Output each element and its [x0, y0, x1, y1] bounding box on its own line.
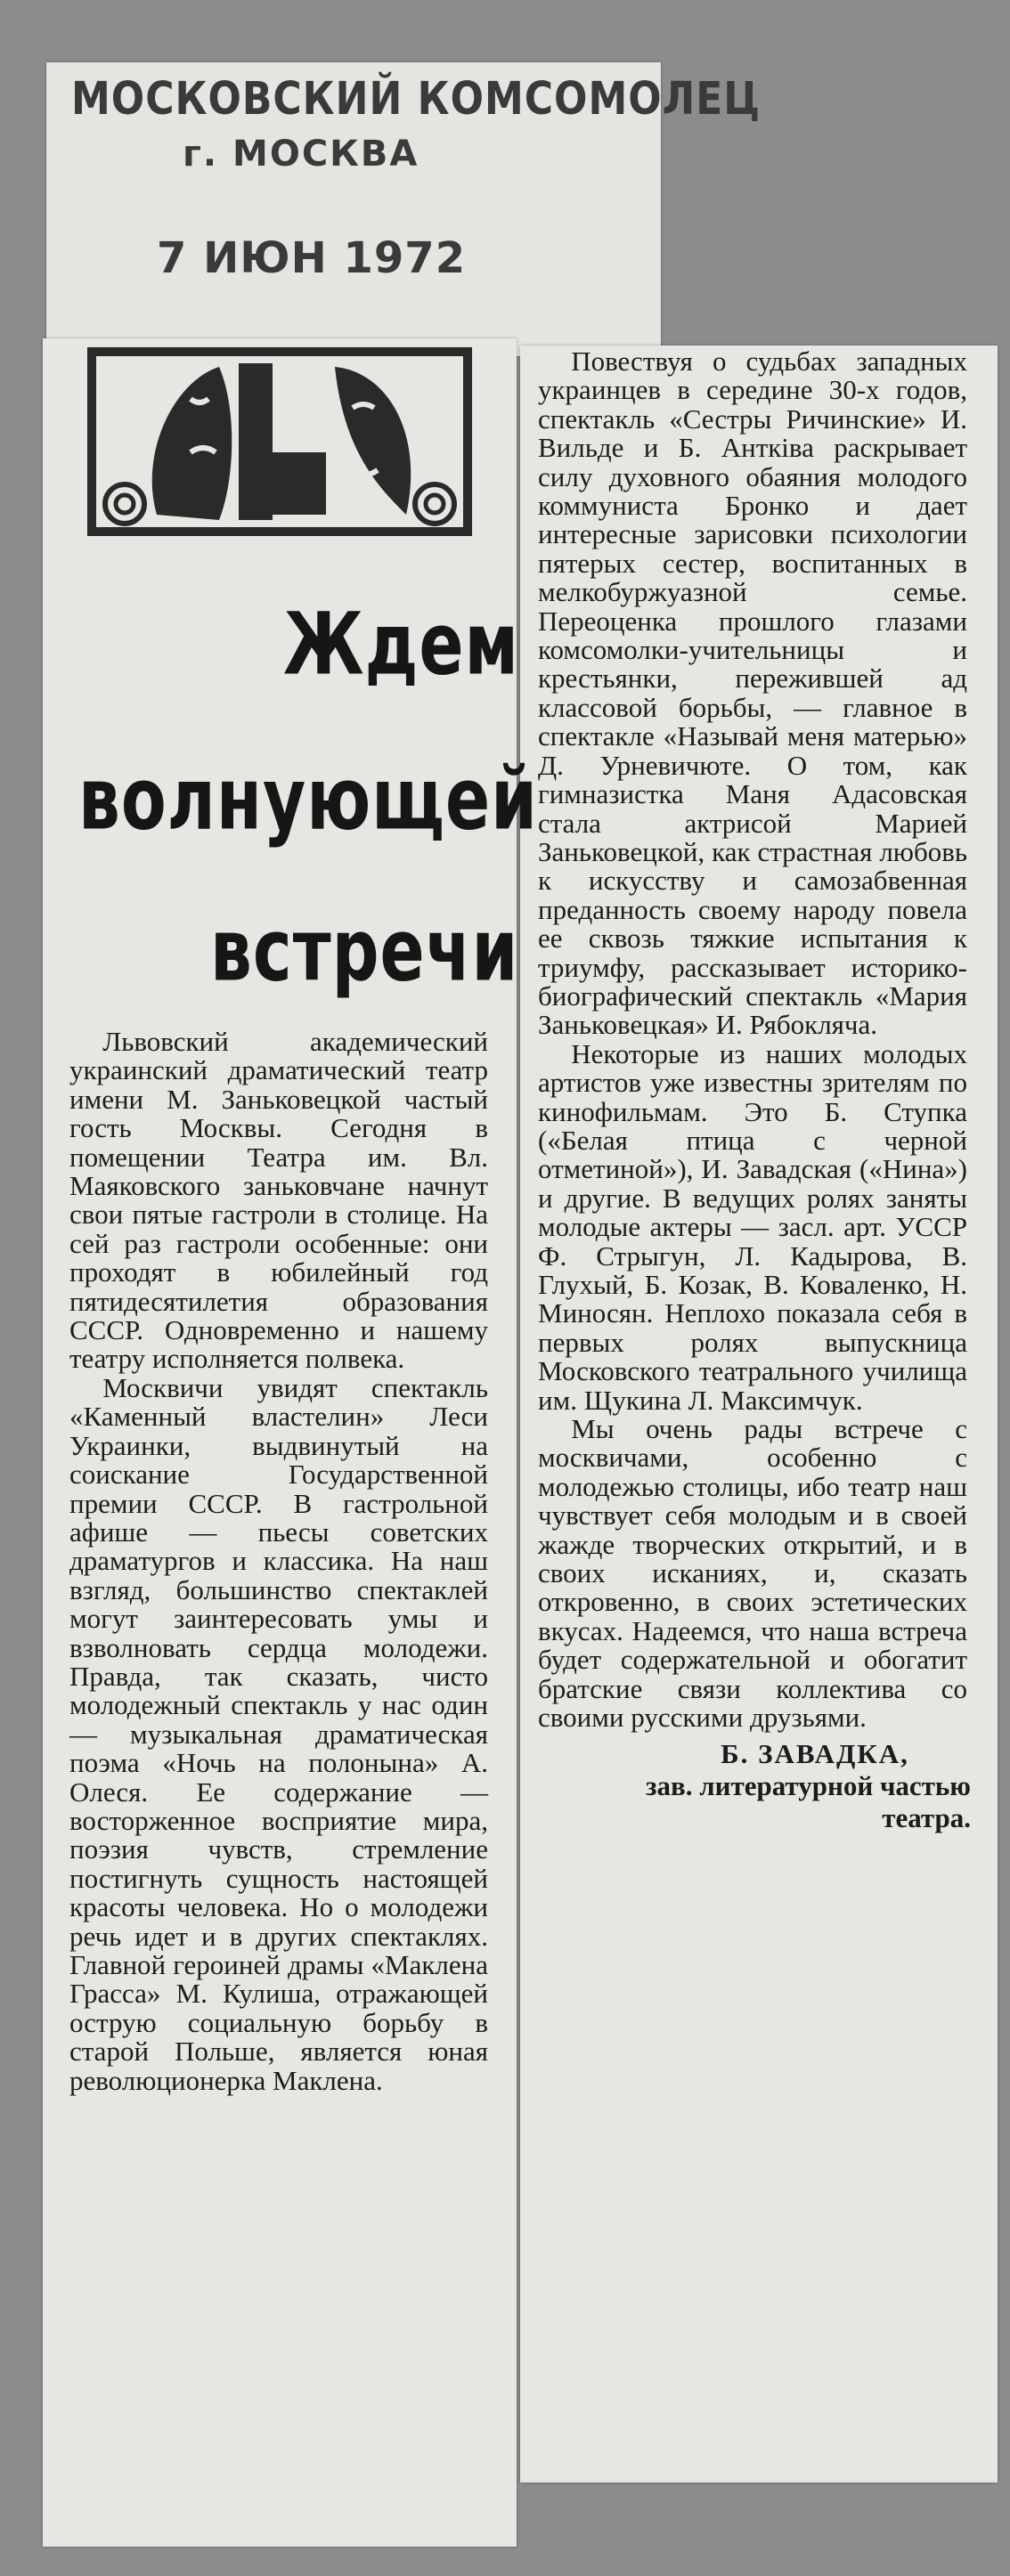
paragraph: Повествуя о судьбах западных украинцев в середине 30-х годов, спектакль «Сестры Ричинские» И. Вильде и Б. Антківа раскрывает силу духовного обаяния молодого коммуниста Бронко и дает интересные зарисовки психологии пятерых сестер, воспитанных в мелкобуржуазной семье. Переоценка прошлого глазами комсомолки-учительницы и крестьянки, пережившей ад классовой борьбы, — главное в спектакле «Называй меня матерью» Д. Урневичюте. О том, как гимназистка Маня Адасовская стала актрисой Марией Заньковецкой, как страстная любовь к искусству и самозабвенная преданность своему народу повела ее сквозь тяжкие испытания к триумфу, рассказывает историко-биографический спектакль «Мария Заньковецкая» И. Рябокляча.: [538, 345, 967, 1041]
author-name: Б. ЗАВАДКА,: [721, 1738, 909, 1769]
article-left-text: [69, 1028, 488, 2095]
theatre-masks-logo: [86, 345, 474, 538]
paragraph: Москвичи увидят спектакль «Каменный властелин» Леси Украинки, выдвинутый на соискание Государственной премии СССР. В гастрольной афише — пьесы советских драматургов и классика. На наш взгляд, большинство спектаклей могут заинтересовать умы и взволновать сердца молодежи. Правда, так сказать, чисто молодежный спектакль у нас один — музыкальная драматическая поэма «Ночь на полонына» А. Олеся. Ее содержание — восторженное восприятие мира, поэзия чувств, стремление постигнуть сущность настоящей красоты человека. Но о молодежи речь идет и в других спектаклях. Главной героиней драмы «Маклена Грасса» М. Кулиша, отражающей острую социальную борьбу в старой Польше, является юная революционерка Маклена.: [69, 1371, 488, 2096]
paragraph: Львовский академический украинский драматический театр имени М. Заньковецкой частый гость Москвы. Сегодня в помещении Театра им. Вл. Маяковского заньковчане начнут свои пятые гастроли в столице. На сей раз гастроли особенные: они проходят в юбилейный год пятидесятилетия образования СССР. Одновременно и нашему театру исполняется полвека.: [69, 1026, 488, 1375]
headline-line-3: встречи: [210, 901, 519, 1001]
paragraph: Некоторые из наших молодых артистов уже известны зрителям по кинофильмам. Это Б. Ступка («Белая птица с черной отметиной»), И. Завадская («Нина») и другие. В ведущих ролях заняты молодые актеры — засл. арт. УССР Ф. Стрыгун, Л. Кадырова, В. Глухый, Б. Козак, В. Коваленко, Н. Миносян. Неплохо показала себя в первых ролях выпускница Московского театрального училища им. Щукина Л. Максимчук.: [538, 1037, 967, 1416]
newspaper-stamp: МОСКОВСКИЙ КОМСОМОЛЕЦ: [71, 73, 762, 126]
city-stamp: г. МОСКВА: [183, 134, 419, 175]
author-signature: [552, 1738, 971, 1834]
article-right-text: [538, 347, 967, 1733]
headline-line-1: Ждем: [283, 595, 520, 695]
date-stamp: 7 ИЮН 1972: [157, 233, 467, 283]
author-title: зав. литературной частью театра.: [646, 1770, 971, 1833]
headline-line-2: волнующей: [78, 750, 539, 849]
paragraph: Мы очень рады встрече с москвичами, особенно с молодежью столицы, ибо театр наш чувствует себя молодым и в своей жажде творческих открытий, и в своих исканиях, и, сказать откровенно, в своих эстетических вкусах. Надеемся, что наша встреча будет содержательной и обогатит братские связи коллектива со своими русскими друзьями.: [538, 1413, 967, 1734]
